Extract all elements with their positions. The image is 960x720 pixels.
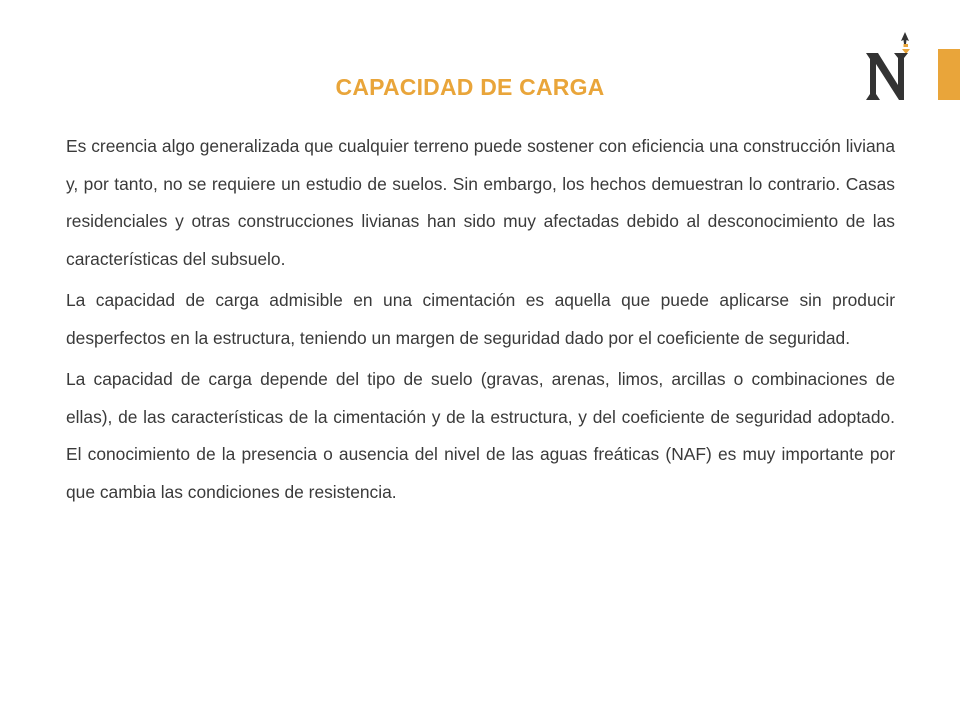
paragraph: La capacidad de carga depende del tipo de suelo (gravas, arenas, limos, arcillas o combinaciones de ellas), de las características de la cimentación y de la estructura, y del coeficiente de seguridad adoptado. El conocimiento de la presencia o ausencia del nivel de las aguas freáticas (NAF) es muy importante por que cambia las condiciones de resistencia. xyxy=(66,369,895,502)
paragraph: Es creencia algo generalizada que cualquier terreno puede sostener con eficiencia una construcción liviana y, por tanto, no se requiere un estudio de suelos. Sin embargo, los hechos demuestran lo contrario. Casas residenciales y otras construcciones livianas han sido muy afectadas debido al desconocimiento de las características del subsuelo. xyxy=(66,136,895,269)
slide-title: CAPACIDAD DE CARGA xyxy=(335,74,605,100)
accent-bar xyxy=(938,49,960,100)
body-text xyxy=(66,128,895,515)
paragraph: La capacidad de carga admisible en una cimentación es aquella que puede aplicarse sin producir desperfectos en la estructura, teniendo un margen de seguridad dado por el coeficiente de seguridad. xyxy=(66,290,895,348)
university-logo-icon xyxy=(862,30,914,102)
